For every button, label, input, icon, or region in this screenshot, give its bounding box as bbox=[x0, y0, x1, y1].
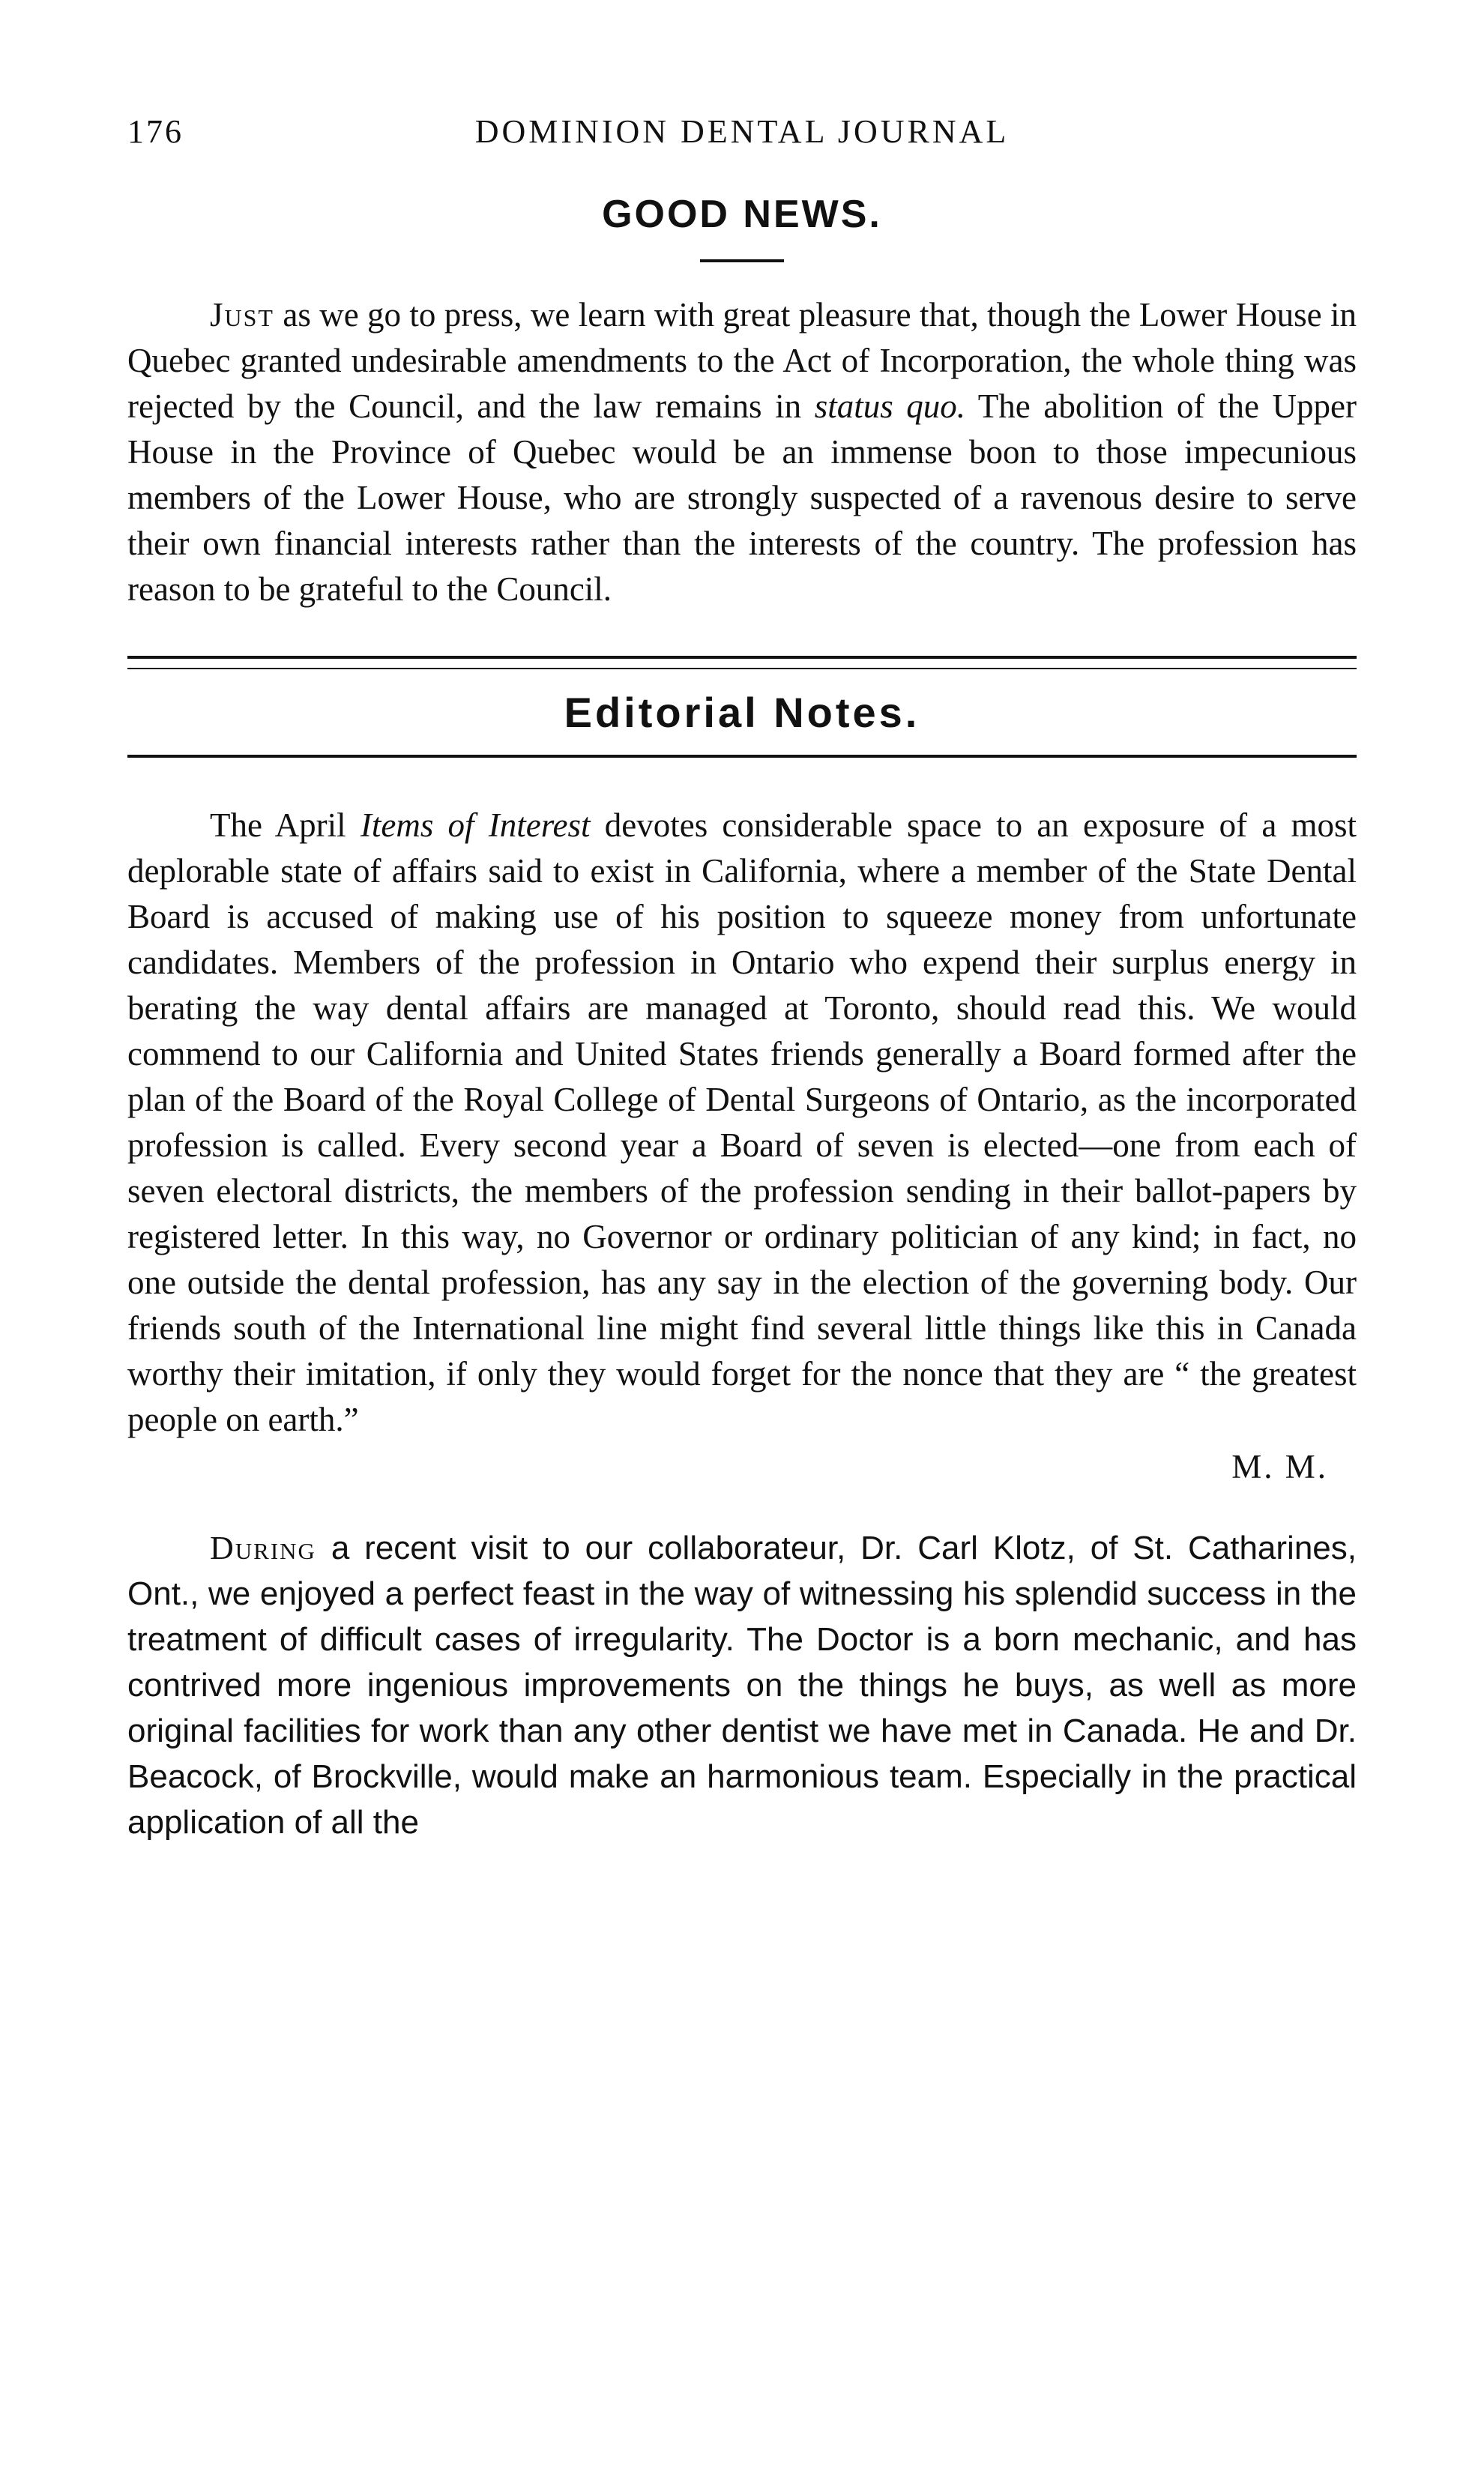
good-news-paragraph bbox=[127, 292, 1357, 612]
running-head bbox=[127, 112, 1357, 166]
page-number: 176 bbox=[127, 113, 184, 150]
good-news-text-1: as we go to press, we learn with great pleasure that, though the Lower House in Quebec granted undesirable amendments to the Act of Incorporation, the whole thing was rejected by the Council, and the law remains in bbox=[127, 296, 1357, 425]
status-quo-phrase: status quo. bbox=[814, 387, 966, 425]
editorial-paragraph-2 bbox=[127, 1525, 1357, 1845]
section-divider bbox=[127, 656, 1357, 669]
editorial-paragraph-1 bbox=[127, 803, 1357, 1443]
good-news-text-2: The abolition of the Upper House in the Province of Quebec would be an immense boon to those impecunious members of the Lower House, who are strongly suspected of a ravenous desire to serve their own financial interests rather than the interests of the country. The profession has reason to be grateful to the Council. bbox=[127, 387, 1357, 608]
editorial-p1-before: The April bbox=[210, 806, 361, 845]
editorial-p2-text: a recent visit to our collaborateur, Dr. Carl Klotz, of St. Catharines, Ont., we enjoyed a perfect feast in the way of witnessing his splendid success in the treatment of difficult cases of irregularity. The Doctor is a born mechanic, and has contrived more ingenious improvements on the things he buys, as well as more original facilities for work than any other dentist we have met in Canada. He and Dr. Beacock, of Brockville, would make an harmonious team. Especially in the practical application of all the bbox=[127, 1530, 1357, 1841]
editorial-notes-heading: Editorial Notes. bbox=[564, 689, 920, 736]
editorial-p2-lead: During bbox=[210, 1530, 316, 1567]
editorial-p1-after: devotes considerable space to an exposure of a most deplorable state of affairs said to exist in California, where a member of the State Dental Board is accused of making use of his position to squeeze money from unfortunate candidates. Members of the profession in Ontario who expend their surplus energy in berating the way dental affairs are managed at Toronto, should read this. We would commend to our California and United States friends generally a Board formed after the plan of the Board of the Royal College of Dental Surgeons of Ontario, as the incorporated profession is called. Every second year a Board of seven is elected—one from each of seven electoral districts, the members of the profession sending in their ballot-papers by registered letter. In this way, no Governor or ordinary politician of any kind; in fact, no one outside the dental profession, has any say in the election of the governing body. Our friends south of the International line might find several little things like this in Canada worthy their imitation, if only they would forget for the nonce that they are “ the greatest people on earth.” bbox=[127, 806, 1357, 1439]
good-news-heading: GOOD NEWS. bbox=[602, 193, 882, 236]
good-news-lead: Just bbox=[210, 296, 274, 334]
editorial-rule bbox=[127, 755, 1357, 758]
editorial-signature: M. M. bbox=[1231, 1448, 1328, 1486]
journal-title: DOMINION DENTAL JOURNAL bbox=[474, 113, 1010, 150]
heading-rule bbox=[700, 259, 784, 262]
journal-page bbox=[127, 112, 1357, 1845]
items-of-interest-title: Items of Interest bbox=[360, 806, 591, 845]
